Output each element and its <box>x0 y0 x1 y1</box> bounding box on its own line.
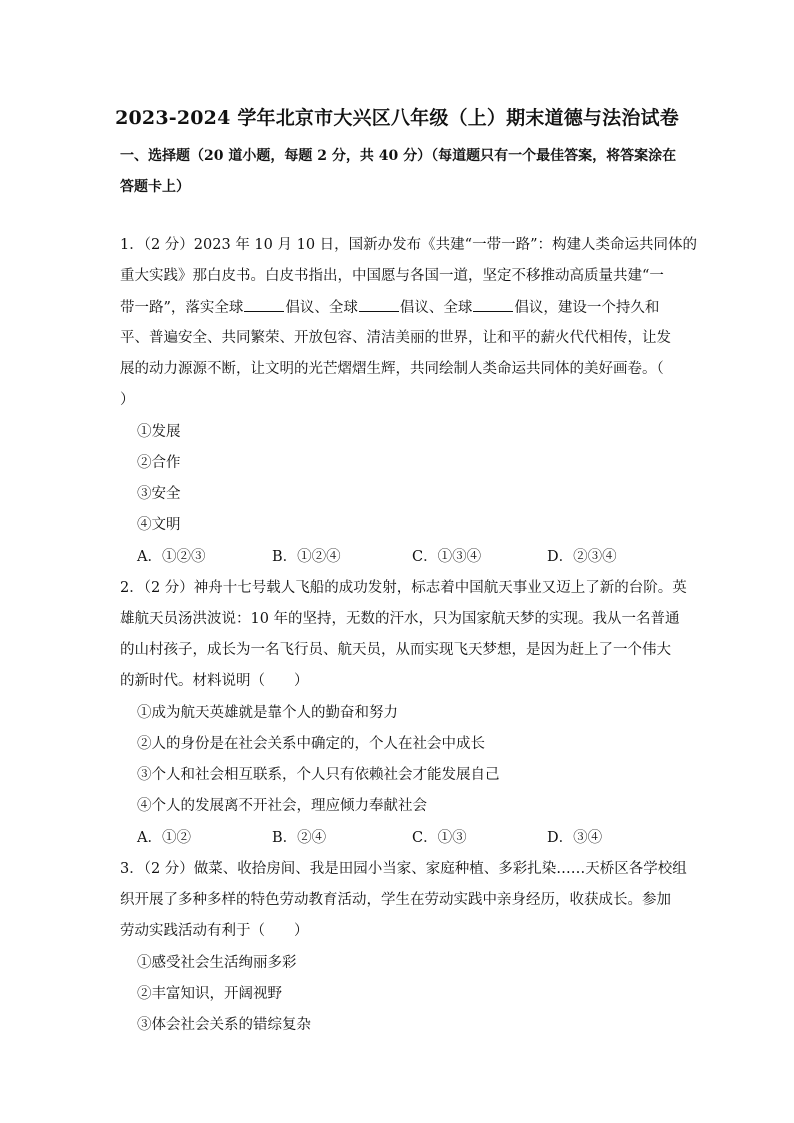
q1-text-b: 倡议、全球 <box>285 300 358 316</box>
q2-choice-d[interactable]: D．③④ <box>547 830 603 846</box>
question-1-line-3 <box>120 297 659 318</box>
q1-statement-4: ④文明 <box>137 517 181 533</box>
question-3-line-3: 劳动实践活动有利于（ ） <box>120 923 309 939</box>
q1-statement-3: ③安全 <box>137 486 181 502</box>
q1-statement-2: ②合作 <box>137 455 181 471</box>
question-2-line-1: 2．（2 分）神舟十七号载人飞船的成功发射，标志着中国航天事业又迈上了新的台阶。英 <box>120 580 687 596</box>
answer-blank <box>244 297 284 312</box>
question-1-line-6: ） <box>120 392 135 408</box>
q1-choice-d[interactable]: D．②③④ <box>547 549 617 565</box>
question-3-line-2: 织开展了多种多样的特色劳动教育活动，学生在劳动实践中亲身经历，收获成长。参加 <box>120 892 671 908</box>
q3-statement-2: ②丰富知识，开阔视野 <box>137 986 282 1002</box>
q2-choice-a[interactable]: A．①② <box>137 830 191 846</box>
q2-choice-c[interactable]: C．①③ <box>412 830 467 846</box>
q2-statement-1: ①成为航天英雄就是靠个人的勤奋和努力 <box>137 705 398 721</box>
q2-statement-2: ②人的身份是在社会关系中确定的，个人在社会中成长 <box>137 736 485 752</box>
q1-text-d: 倡议，建设一个持久和 <box>514 300 660 316</box>
q1-statement-1: ①发展 <box>137 424 181 440</box>
answer-blank <box>473 297 513 312</box>
question-1-line-2: 重大实践》那白皮书。白皮书指出，中国愿与各国一道，坚定不移推动高质量共建“一 <box>120 268 664 284</box>
q1-text-c: 倡议、全球 <box>399 300 473 316</box>
q1-choice-b[interactable]: B．①②④ <box>272 549 341 565</box>
q1-choice-c[interactable]: C．①③④ <box>412 549 482 565</box>
page-title: 2023-2024 学年北京市大兴区八年级（上）期末道德与法治试卷 <box>115 107 679 129</box>
q3-statement-1: ①感受社会生活绚丽多彩 <box>137 955 297 971</box>
q2-choice-b[interactable]: B．②④ <box>272 830 327 846</box>
question-1-line-1: 1．（2 分）2023 年 10 月 10 日，国新办发布《共建“一带一路”：构建人类命运共同体的 <box>120 237 697 253</box>
question-3-line-1: 3．（2 分）做菜、收拾房间、我是田园小当家、家庭种植、多彩扎染……天桥区各学校组 <box>120 861 687 877</box>
q2-statement-3: ③个人和社会相互联系，个人只有依赖社会才能发展自己 <box>137 767 500 783</box>
question-1-line-5: 展的动力源源不断，让文明的光芒熠熠生辉，共同绘制人类命运共同体的美好画卷。（ <box>120 361 664 377</box>
question-2-line-3: 的山村孩子，成长为一名飞行员、航天员，从而实现飞天梦想，是因为赶上了一个伟大 <box>120 642 671 658</box>
answer-blank <box>359 297 399 312</box>
q3-statement-3: ③体会社会关系的错综复杂 <box>137 1017 311 1033</box>
question-1-line-4: 平、普遍安全、共同繁荣、开放包容、清洁美丽的世界，让和平的薪火代代相传，让发 <box>120 330 671 346</box>
q1-text-a: 带一路”，落实全球 <box>120 300 244 316</box>
q1-choice-a[interactable]: A．①②③ <box>137 549 206 565</box>
question-2-line-4: 的新时代。材料说明（ ） <box>120 673 309 689</box>
section-heading: 一、选择题（20 道小题，每题 2 分，共 40 分）（每道题只有一个最佳答案，将答案涂在答题卡上） <box>120 148 677 195</box>
q2-statement-4: ④个人的发展离不开社会，理应倾力奉献社会 <box>137 798 427 814</box>
question-2-line-2: 雄航天员汤洪波说：10 年的坚持，无数的汗水，只为国家航天梦的实现。我从一名普通 <box>120 611 680 627</box>
